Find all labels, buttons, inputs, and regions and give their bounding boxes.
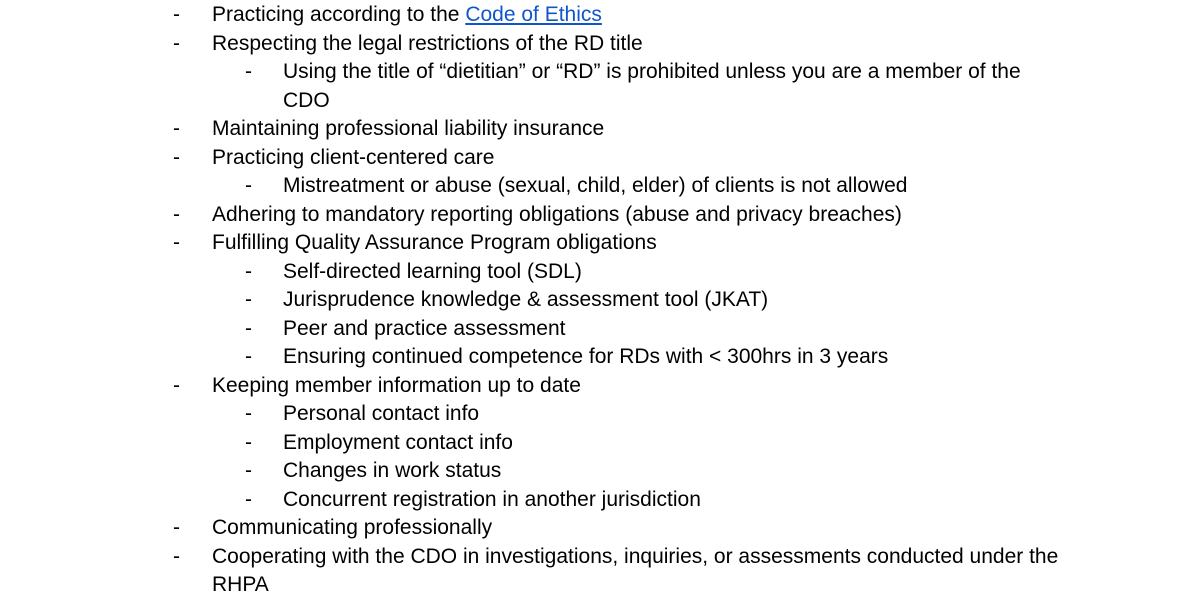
bullet-dash: -	[245, 288, 252, 311]
bullet-dash: -	[173, 3, 180, 26]
sub-list-item	[0, 258, 1200, 287]
list-item	[0, 229, 1200, 258]
bullet-dash: -	[245, 174, 252, 197]
list-item-text: Self-directed learning tool (SDL)	[283, 259, 582, 283]
list-item-text: Communicating professionally	[212, 516, 493, 539]
list-item-text: Jurisprudence knowledge & assessment tool (JKAT)	[283, 288, 769, 311]
bullet-dash: -	[173, 117, 180, 140]
bullet-list	[0, 1, 1200, 600]
sub-list-item	[0, 400, 1200, 429]
list-item	[0, 514, 1200, 543]
list-item	[0, 543, 1200, 600]
bullet-dash: -	[245, 459, 252, 482]
bullet-dash: -	[245, 402, 252, 425]
bullet-dash: -	[173, 31, 180, 55]
list-item-text: Keeping member information up to date	[212, 373, 581, 397]
sub-list-item	[0, 172, 1200, 201]
list-item-text: Ensuring continued competence for RDs with < 300hrs in 3 years	[283, 345, 889, 368]
list-item-text: Peer and practice assessment	[283, 316, 566, 340]
bullet-dash: -	[173, 373, 180, 397]
list-item-text: Employment contact info	[283, 430, 513, 454]
bullet-dash: -	[245, 345, 252, 368]
list-item	[0, 115, 1200, 144]
list-item-text: Concurrent registration in another jurisdiction	[283, 487, 701, 511]
bullet-dash: -	[245, 487, 252, 511]
list-item-text: Changes in work status	[283, 459, 502, 482]
bullet-dash: -	[173, 544, 180, 568]
list-item-text: Personal contact info	[283, 402, 480, 425]
list-item-text: Using the title of “dietitian” or “RD” is prohibited unless you are a member of the CDO	[283, 60, 1021, 112]
list-item-text: Maintaining professional liability insurance	[212, 117, 605, 140]
sub-list-item	[0, 343, 1200, 372]
list-item-text: Practicing client-centered care	[212, 145, 495, 169]
list-item-text: Fulfilling Quality Assurance Program obligations	[212, 231, 657, 254]
sub-list-item	[0, 486, 1200, 515]
sub-list-item	[0, 286, 1200, 315]
list-item	[0, 372, 1200, 401]
bullet-dash: -	[173, 231, 180, 254]
list-item-text	[212, 1, 1062, 30]
code-of-ethics-link[interactable]: Code of Ethics	[465, 3, 602, 26]
list-item	[0, 201, 1200, 230]
sub-list-item	[0, 315, 1200, 344]
list-item-code-of-ethics	[0, 1, 1200, 30]
bullet-dash: -	[245, 430, 252, 454]
list-item	[0, 144, 1200, 173]
bullet-dash: -	[173, 516, 180, 539]
sub-list-item	[0, 429, 1200, 458]
bullet-dash: -	[173, 145, 180, 169]
bullet-dash: -	[245, 316, 252, 340]
list-item-text: Respecting the legal restrictions of the RD title	[212, 31, 643, 55]
bullet-dash: -	[173, 202, 180, 226]
list-item-prefix: Practicing according to the	[212, 3, 466, 26]
list-item-text: Adhering to mandatory reporting obligations (abuse and privacy breaches)	[212, 202, 902, 226]
bullet-dash: -	[245, 259, 252, 283]
bullet-dash: -	[245, 60, 252, 83]
list-item-text: Cooperating with the CDO in investigations, inquiries, or assessments conducted under the RHPA	[212, 544, 1059, 596]
list-item-text: Mistreatment or abuse (sexual, child, elder) of clients is not allowed	[283, 174, 908, 197]
list-item	[0, 30, 1200, 59]
sub-list-item	[0, 457, 1200, 486]
sub-list-item	[0, 58, 1200, 115]
